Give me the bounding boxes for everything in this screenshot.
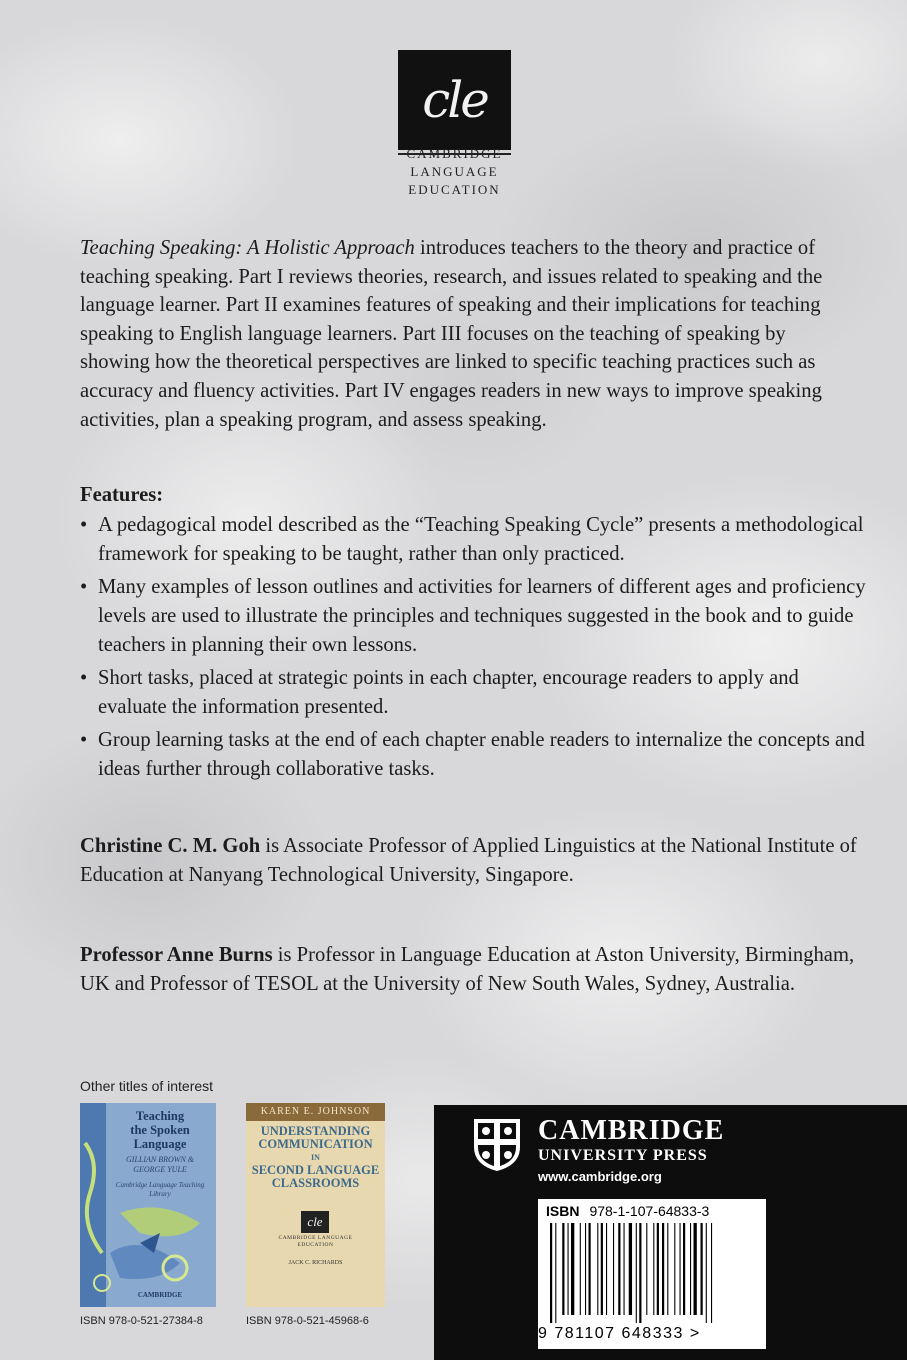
barcode-bar: [639, 1223, 641, 1323]
book-cover-teaching-spoken-language[interactable]: [80, 1103, 216, 1307]
barcode-bar: [667, 1223, 668, 1315]
barcode-bar: [550, 1223, 552, 1323]
barcode-bar: [624, 1223, 625, 1315]
feature-text: Many examples of lesson outlines and activities for learners of different ages and proficiency levels are used to illustrate the principles and techniques suggested in the book and to guide teachers in planning their own lessons.: [98, 576, 866, 656]
bullet: •: [80, 667, 88, 689]
book2-series: CAMBRIDGE LANGUAGE EDUCATION: [278, 1235, 353, 1248]
book1-title-line: Teaching: [135, 1109, 185, 1123]
features-list: [80, 511, 870, 788]
feature-item: [80, 511, 870, 569]
isbn-number: 978-1-107-64833-3: [589, 1203, 710, 1219]
feature-text: Short tasks, placed at strategic points in each chapter, encourage readers to apply and evaluate the information presented.: [98, 667, 799, 718]
barcode-bar: [662, 1223, 664, 1315]
bullet: •: [80, 729, 88, 751]
publisher-name: CAMBRIDGE: [538, 1115, 725, 1146]
barcode-bar: [555, 1223, 556, 1323]
barcode-bar: [606, 1223, 607, 1315]
barcode-bar: [571, 1223, 574, 1315]
barcode-bar: [706, 1223, 707, 1323]
barcode-bar: [674, 1223, 675, 1315]
book2-title-line: IN: [311, 1153, 320, 1162]
book-title: Teaching Speaking: A Holistic Approach: [80, 237, 415, 259]
author-name: Professor Anne Burns: [80, 944, 273, 966]
barcode-bar: [690, 1223, 691, 1315]
barcode-bar: [618, 1223, 620, 1315]
book1-series: Cambridge Language Teaching Library: [115, 1181, 205, 1198]
publisher-url[interactable]: www.cambridge.org: [538, 1169, 662, 1184]
author-name: Christine C. M. Goh: [80, 835, 261, 857]
book2-editor: JACK C. RICHARDS: [288, 1260, 343, 1266]
barcode-bar: [613, 1223, 614, 1315]
barcode-bar: [597, 1223, 598, 1315]
logo-line-3: EDUCATION: [408, 182, 501, 197]
publisher-press: UNIVERSITY PRESS: [538, 1147, 708, 1164]
book2-author: KAREN E. JOHNSON: [246, 1103, 385, 1121]
author-bio-goh: [80, 832, 870, 890]
book1-title: [110, 1109, 210, 1151]
bullet: •: [80, 576, 88, 598]
cle-logo-mark: [398, 50, 511, 150]
feature-item: [80, 573, 870, 660]
barcode-bar: [580, 1223, 581, 1315]
barcode-bar: [653, 1223, 654, 1315]
feature-item: [80, 664, 870, 722]
other-titles-label: Other titles of interest: [80, 1078, 214, 1094]
book2-cle-logo: cle: [301, 1211, 329, 1233]
barcode-panel: [538, 1199, 766, 1349]
cle-logo-letters: cle: [422, 71, 487, 129]
barcode-bar: [646, 1223, 647, 1315]
book1-authors: GILLIAN BROWN & GEORGE YULE: [126, 1155, 194, 1174]
barcode-bar: [585, 1223, 586, 1315]
book1-isbn: ISBN 978-0-521-27384-8: [80, 1315, 203, 1327]
book2-title-line: SECOND LANGUAGE: [251, 1163, 380, 1177]
cle-logo: [398, 50, 511, 200]
barcode: [548, 1223, 756, 1323]
barcode-bar: [701, 1223, 703, 1315]
barcode-bar: [694, 1223, 697, 1315]
barcode-bar: [589, 1223, 591, 1315]
author-bio-text: is Associate Professor of Applied Linguistics at the National Institute of Education at Nanyang Technological University, Singapore.: [80, 835, 857, 886]
barcode-bar: [568, 1223, 569, 1315]
book-description: [80, 234, 860, 434]
barcode-bar: [683, 1223, 685, 1315]
feature-text: Group learning tasks at the end of each chapter enable readers to internalize the concepts and ideas further through collaborative tasks.: [98, 729, 865, 780]
book1-publisher: CAMBRIDGE: [137, 1291, 183, 1299]
barcode-digits: 9 781107 648333 >: [538, 1325, 701, 1342]
book2-isbn: ISBN 978-0-521-45968-6: [246, 1315, 369, 1327]
author-bio-text: is Professor in Language Education at Aston University, Birmingham, UK and Professor of TESOL at the University of New South Wales, Sydney, Australia.: [80, 944, 855, 995]
cambridge-crest-icon: [472, 1117, 522, 1173]
bullet: •: [80, 514, 88, 536]
book2-title: [250, 1125, 381, 1190]
barcode-isbn: [546, 1203, 709, 1219]
barcode-bar: [711, 1223, 712, 1323]
book2-title-line: UNDERSTANDING: [260, 1124, 371, 1138]
author-bio-burns: [80, 941, 870, 999]
features-heading: Features:: [80, 484, 164, 506]
book-cover-understanding-communication[interactable]: [246, 1103, 385, 1307]
book2-title-line: CLASSROOMS: [271, 1176, 360, 1190]
publisher-block: [434, 1105, 907, 1360]
isbn-label: ISBN: [546, 1203, 580, 1219]
feature-item: [80, 726, 870, 784]
barcode-bar: [562, 1223, 564, 1315]
barcode-bar: [601, 1223, 603, 1315]
barcode-bar: [680, 1223, 681, 1315]
book1-title-line: the Spoken: [130, 1123, 190, 1137]
book2-title-line: COMMUNICATION: [258, 1137, 373, 1151]
logo-line-1: CAMBRIDGE: [406, 146, 503, 161]
barcode-bar: [657, 1223, 659, 1315]
barcode-bar: [629, 1223, 632, 1315]
barcode-bar: [636, 1223, 637, 1323]
logo-line-2: LANGUAGE: [410, 164, 499, 179]
book1-title-line: Language: [133, 1137, 187, 1151]
feature-text: A pedagogical model described as the “Teaching Speaking Cycle” presents a methodological framework for speaking to be taught, rather than only practiced.: [98, 514, 864, 565]
description-text: introduces teachers to the theory and practice of teaching speaking. Part I reviews theories, research, and issues related to speaking and the language learner. Part II examines features of speaking and their implications for teaching speaking to English language learners. Part III focuses on the teaching of speaking by showing how the theoretical perspectives are linked to specific teaching practices such as accuracy and fluency activities. Part IV engages readers in new ways to improve speaking activities, plan a speaking program, and assess speaking.: [80, 237, 823, 431]
